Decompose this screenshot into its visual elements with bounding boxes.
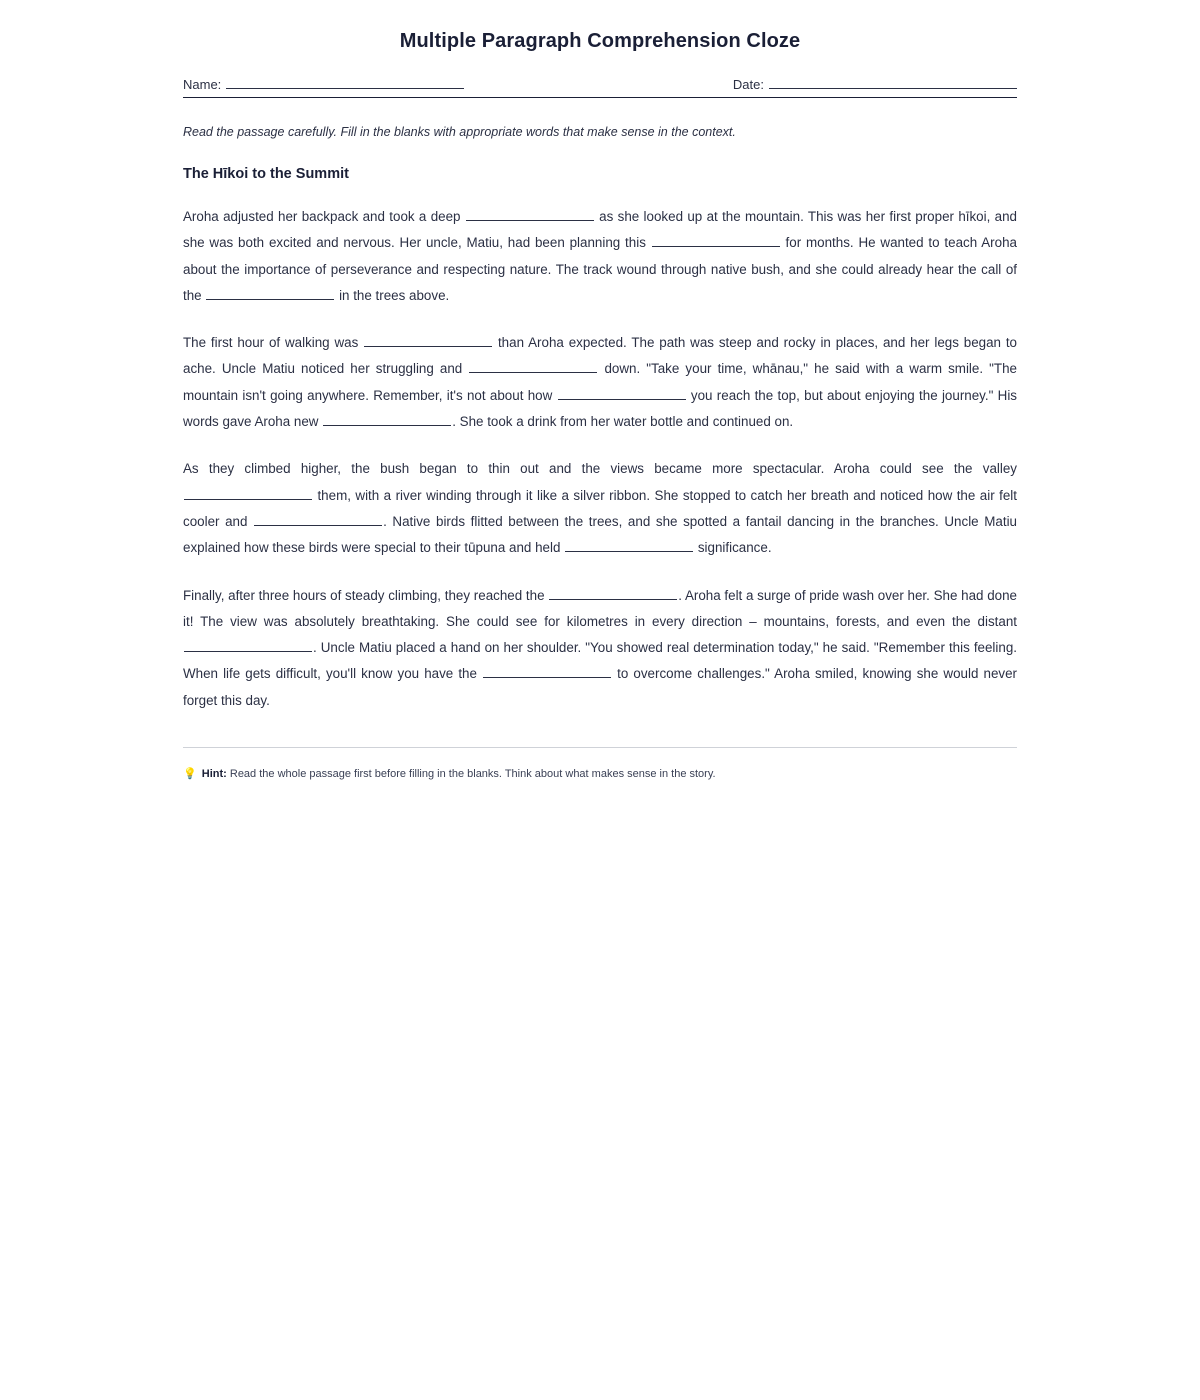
date-label: Date:: [732, 77, 764, 92]
cloze-blank[interactable]: [184, 638, 312, 652]
footer-divider: [183, 747, 1017, 748]
cloze-blank[interactable]: [483, 664, 611, 678]
passage-paragraph: Aroha adjusted her backpack and took a deep as she looked up at the mountain. This was her first proper hīkoi, and she was both excited and nervous. Her uncle, Matiu, had been planning this for months. He wanted to teach Aroha about the importance of perseverance and respecting nature. The track wound through native bush, and she could already hear the call of the in the trees above.: [183, 209, 1017, 303]
passage-paragraph: As they climbed higher, the bush began to thin out and the views became more spectacular. Aroha could see the valley them, with a river winding through it like a silver ribbon. She stopped to catch her breath and noticed how the air felt cooler and . Native birds flitted between the trees, and she spotted a fantail dancing in the branches. Uncle Matiu explained how these birds were special to their tūpuna and held significance.: [183, 461, 1017, 556]
cloze-blank[interactable]: [254, 512, 382, 526]
date-input-line[interactable]: [769, 77, 1017, 89]
cloze-blank[interactable]: [323, 412, 451, 426]
cloze-blank[interactable]: [184, 486, 312, 500]
name-field-group: [183, 77, 464, 92]
passage-paragraph: The first hour of walking was than Aroha expected. The path was steep and rocky in places, and her legs began to ache. Uncle Matiu noticed her struggling and down. "Take your time, whānau," he said with a warm smile. "The mountain isn't going anywhere. Remember, it's not about how you reach the top, but about enjoying the journey." His words gave Aroha new . She took a drink from her water bottle and continued on.: [183, 335, 1017, 430]
name-input-line[interactable]: [226, 77, 464, 89]
cloze-blank[interactable]: [549, 586, 677, 600]
light-bulb-icon: 💡: [183, 768, 197, 781]
passage-paragraph: Finally, after three hours of steady climbing, they reached the . Aroha felt a surge of pride wash over her. She had done it! The view was absolutely breathtaking. She could see for kilometres in every direction – mountains, forests, and even the distant . Uncle Matiu placed a hand on her shoulder. "You showed real determination today," he said. "Remember this feeling. When life gets difficult, you'll know you have the to overcome challenges." Aroha smiled, knowing she would never forget this day.: [183, 587, 1017, 708]
page-title: Multiple Paragraph Comprehension Cloze: [399, 30, 801, 52]
hint-label: Hint:: [201, 768, 227, 781]
hint-row: [183, 766, 1017, 782]
cloze-blank[interactable]: [206, 286, 334, 300]
passage-title: The Hīkoi to the Summit: [183, 166, 349, 182]
cloze-blank[interactable]: [565, 538, 693, 552]
student-meta-row: [183, 77, 1017, 98]
cloze-blank[interactable]: [364, 333, 492, 347]
cloze-blank[interactable]: [652, 233, 780, 247]
cloze-blank[interactable]: [469, 359, 597, 373]
passage-body: [183, 204, 1017, 714]
name-label: Name:: [183, 77, 222, 92]
cloze-blank[interactable]: [558, 386, 686, 400]
date-field-group: [733, 77, 1017, 92]
instructions-text: Read the passage carefully. Fill in the blanks with appropriate words that make sense in the context.: [183, 125, 736, 139]
cloze-blank[interactable]: [466, 207, 594, 221]
hint-text: Read the whole passage first before filling in the blanks. Think about what makes sense in the story.: [229, 768, 716, 781]
